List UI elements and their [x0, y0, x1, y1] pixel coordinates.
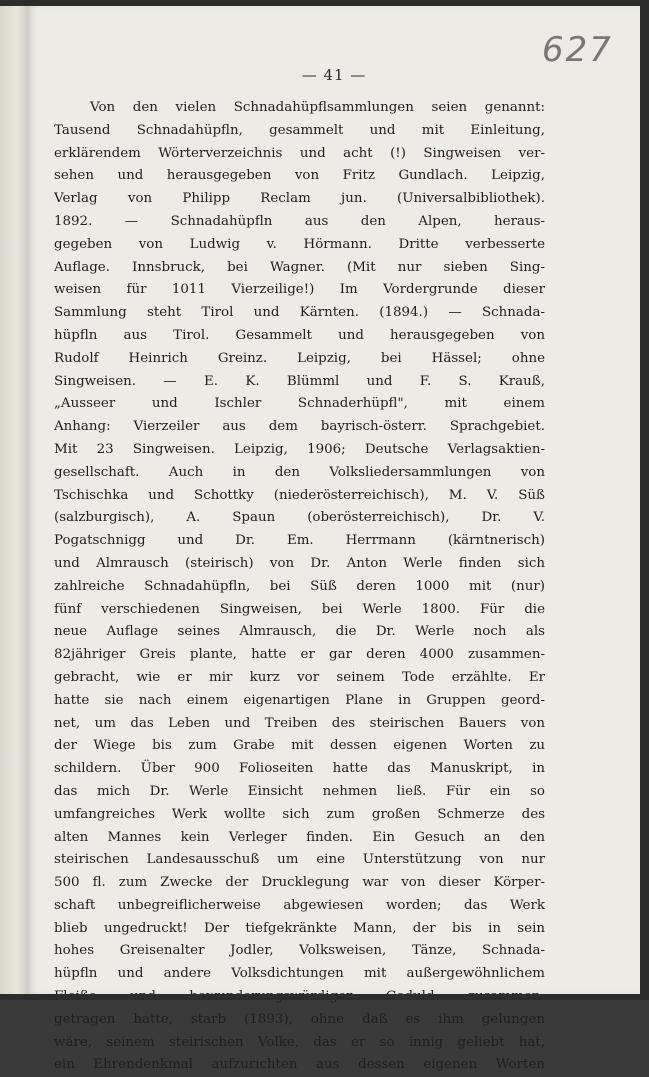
text-line: und Almrausch (steirisch) von Dr. Anton Werle finden sich: [54, 555, 545, 571]
text-line: (salzburgisch), A. Spaun (oberösterreichisch), Dr. V.: [54, 510, 545, 526]
text-line: zahlreiche Schnadahüpfln, bei Süß deren 1000 mit (nur): [54, 578, 545, 594]
text-line: Anhang: Vierzeiler aus dem bayrisch-österr. Sprachgebiet.: [54, 419, 545, 435]
text-line: Von den vielen Schnadahüpflsammlungen seien genannt:: [90, 100, 545, 115]
text-line: blieb ungedruckt! Der tiefgekränkte Mann, der bis in sein: [54, 920, 545, 936]
text-line: schaft unbegreiflicherweise abgewiesen worden; das Werk: [54, 897, 545, 913]
text-line: neue Auflage seines Almrausch, die Dr. Werle noch als: [54, 624, 545, 640]
text-line: net, um das Leben und Treiben des steirischen Bauers von: [54, 715, 545, 731]
text-line: 1892. — Schnadahüpfln aus den Alpen, heraus-: [54, 213, 545, 229]
text-line: gebracht, wie er mir kurz vor seinem Tode erzählte. Er: [54, 669, 545, 685]
printed-page-number: — 41 —: [301, 66, 367, 84]
text-line: das mich Dr. Werle Einsicht nehmen ließ. Für ein so: [54, 783, 545, 799]
page-left-margin: [0, 6, 28, 996]
book-page: [28, 6, 640, 1073]
scan-border-right: [640, 0, 649, 1000]
body-text: [54, 97, 545, 1077]
text-line: Mit 23 Singweisen. Leipzig, 1906; Deutsche Verlagsaktien-: [54, 441, 545, 457]
text-line: gegeben von Ludwig v. Hörmann. Dritte verbesserte: [54, 236, 545, 252]
text-line: 500 fl. zum Zwecke der Drucklegung war von dieser Körper-: [54, 875, 545, 891]
text-line: gesellschaft. Auch in den Volksliedersammlungen von: [54, 464, 545, 480]
text-line: alten Mannes kein Verleger finden. Ein Gesuch an den: [54, 829, 545, 845]
scan-border-bottom: [0, 994, 649, 1000]
text-line: steirischen Landesausschuß um eine Unterstützung von nur: [54, 852, 545, 868]
text-line: hüpfln und andere Volksdichtungen mit außergewöhnlichem: [54, 966, 545, 982]
text-line: Tausend Schnadahüpfln, gesammelt und mit Einleitung,: [54, 122, 545, 138]
text-line: schildern. Über 900 Folioseiten hatte das Manuskript, in: [54, 761, 545, 777]
text-line: Tschischka und Schottky (niederösterreichisch), M. V. Süß: [54, 487, 545, 503]
text-line: Verlag von Philipp Reclam jun. (Universalbibliothek).: [54, 191, 545, 207]
text-line: Rudolf Heinrich Greinz. Leipzig, bei Hässel; ohne: [54, 350, 545, 366]
text-line: sehen und herausgegeben von Fritz Gundlach. Leipzig,: [54, 168, 545, 184]
text-line: Sammlung steht Tirol und Kärnten. (1894.) — Schnada-: [54, 305, 545, 321]
text-line: weisen für 1011 Vierzeilige!) Im Vordergrunde dieser: [54, 282, 545, 298]
text-line: wäre, seinem steirischen Volke, das er so innig geliebt hat,: [54, 1034, 545, 1050]
handwritten-page-number: 627: [542, 30, 613, 70]
text-line: 82jähriger Greis plante, hatte er gar deren 4000 zusammen-: [54, 647, 545, 663]
text-line: umfangreiches Werk wollte sich zum großen Schmerze des: [54, 806, 545, 822]
text-line: erklärendem Wörterverzeichnis und acht (!) Singweisen ver-: [54, 145, 545, 161]
text-line: Auflage. Innsbruck, bei Wagner. (Mit nur sieben Sing-: [54, 259, 545, 275]
text-line: der Wiege bis zum Grabe mit dessen eigenen Worten zu: [54, 738, 545, 754]
text-line: hüpfln aus Tirol. Gesammelt und herausgegeben von: [54, 327, 545, 343]
text-line: fünf verschiedenen Singweisen, bei Werle 1800. Für die: [54, 601, 545, 617]
text-line: hatte sie nach einem eigenartigen Plane in Gruppen geord-: [54, 692, 545, 708]
text-line: Singweisen. — E. K. Blümml und F. S. Krauß,: [54, 373, 545, 389]
text-line: ein Ehrendenkmal aufzurichten aus dessen eigenen Worten: [54, 1057, 545, 1073]
text-line: getragen hatte, starb (1893), ohne daß es ihm gelungen: [54, 1011, 545, 1027]
text-line: Pogatschnigg und Dr. Em. Herrmann (kärntnerisch): [54, 533, 545, 549]
text-line: hohes Greisenalter Jodler, Volksweisen, Tänze, Schnada-: [54, 943, 545, 959]
text-line: „Ausseer und Ischler Schnaderhüpfl", mit einem: [54, 396, 545, 412]
